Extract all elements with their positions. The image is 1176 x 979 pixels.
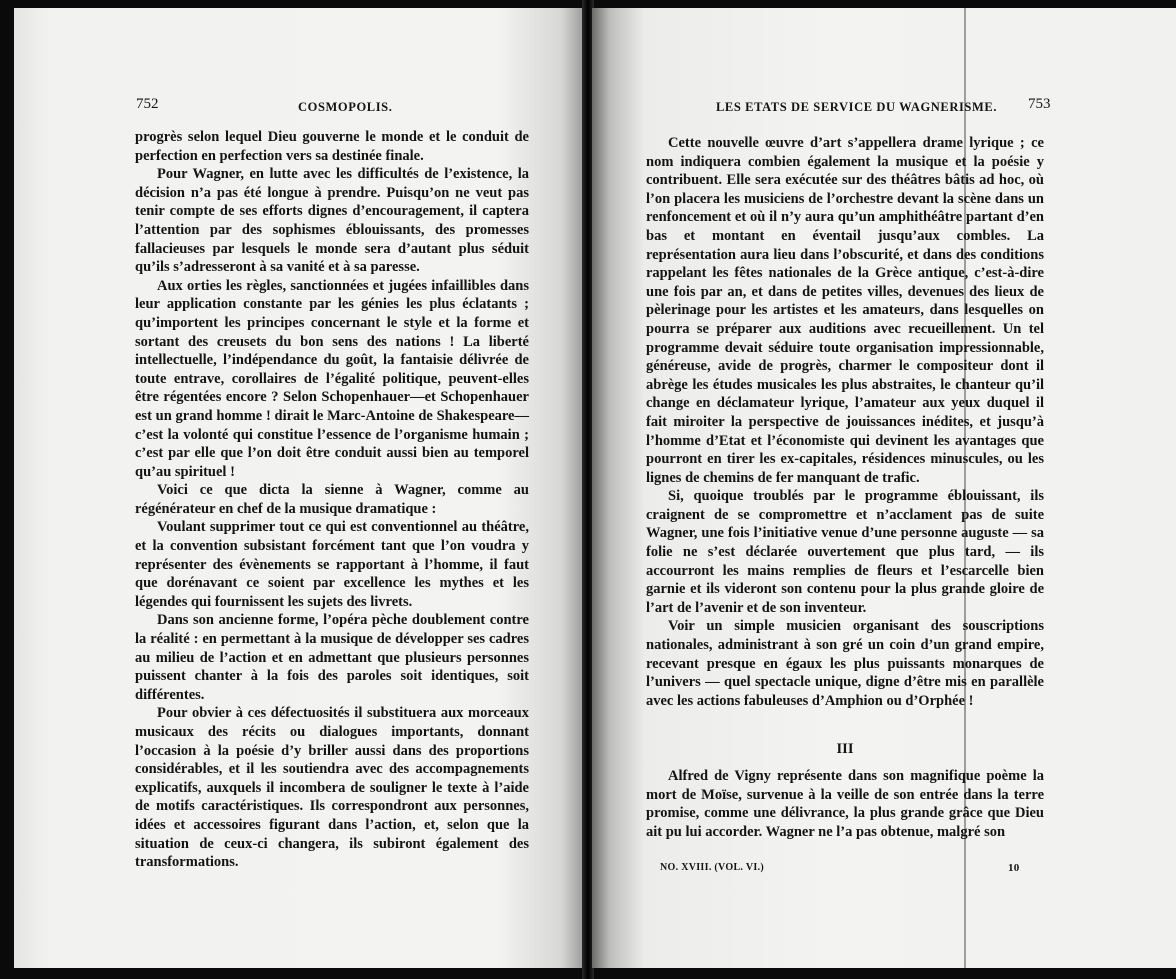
section-heading: III — [836, 741, 854, 758]
left-body-text — [135, 128, 529, 872]
right-body-text — [646, 134, 1044, 841]
paragraph: Pour obvier à ces défectuosités il substituera aux morceaux musicaux des récits ou dialogues importants, donnant l’occasion à la poésie d’y briller aussi dans des proportions considérables, et il les soutiendra avec des accompagnements explicatifs, auxquels il incombera de souligner le texte à l’aide de motifs caractéristiques. Ils correspondront aux personnes, idées et accessoires figurant dans l’action, et, selon que la situation de ceux-ci changera, ils subiront également des transformations. — [135, 705, 529, 871]
paragraph: Cette nouvelle œuvre d’art s’appellera drame lyrique ; ce nom indiquera combien également la musique et la poésie y contribuent. Elle sera exécutée sur des théâtres bâtis ad hoc, où l’on placera les musiciens de l’orchestre devant la scène dans un renfoncement et où il n’y aura qu’un amphithéâtre partant d’en bas et montant en éventail jusqu’aux combles. La représentation aura lieu dans l’obscurité, et dans des conditions rappelant les fêtes nationales de la Grèce antique, c’est-à-dire une fois par an, et dans de petites villes, devenues des lieux de pèlerinage pour les artistes et les amateurs, dans lesquelles on pourra se préparer aux auditions avec recueillement. Un tel programme devait séduire toute organisation impressionnable, généreuse, avide de progrès, charmer le compositeur dont il abrège les études musicales les plus abstraites, le chanteur qu’il change en déclamateur lyrique, l’amateur aux yeux duquel il fait miroiter la perspective de jouissances inédites, et jusqu’à l’homme d’Etat et l’économiste qui devinent les avantages que pourront en tirer les ex-capitales, résidences minuscules, ou les lignes de chemins de fer manquant de trafic. — [646, 135, 1044, 486]
right-page — [592, 8, 1176, 968]
paragraph: Aux orties les règles, sanctionnées et jugées infaillibles dans leur application constante par les génies les plus éclatants ; qu’importent les principes concernant le style et la forme et sortant des creusets du bon sens des nations ! La liberté intellectuelle, l’indépendance du goût, la fantaisie délivrée de toute entrave, corollaires de l’égalité politique, peuvent-elles être régentées encore ? Selon Schopenhauer—et Schopenhauer est un grand homme ! dirait le Marc-Antoine de Shakespeare—c’est la volonté qui constitue l’essence de l’organisme humain ; c’est par elle que l’on doit être conduit aussi bien au temporel qu’au spirituel ! — [135, 277, 529, 480]
paragraph: Alfred de Vigny représente dans son magnifique poème la mort de Moïse, survenue à la veille de son entrée dans la terre promise, comme une délivrance, la plus grande grâce que Dieu ait pu lui accorder. Wagner ne l’a pas obtenue, malgré son — [646, 768, 1044, 840]
running-head-right: LES ETATS DE SERVICE DU WAGNERISME. — [716, 100, 998, 114]
running-head-left: COSMOPOLIS. — [298, 100, 393, 114]
page-number-left: 752 — [136, 96, 159, 112]
paragraph: Voici ce que dicta la sienne à Wagner, comme au régénérateur en chef de la musique dramatique : — [135, 482, 529, 517]
signature-mark: NO. XVIII. (VOL. VI.) — [660, 862, 764, 873]
signature-number: 10 — [1008, 862, 1020, 874]
paragraph: Dans son ancienne forme, l’opéra pèche doublement contre la réalité : en permettant à la musique de développer ses cadres au milieu de l’action et en admettant que plusieurs personnes puissent chanter à la fois des paroles soit identiques, soit différentes. — [135, 612, 529, 703]
paragraph: Voir un simple musicien organisant des souscriptions nationales, administrant à son gré un coin d’un grand empire, recevant presque en égaux les plus puissants monarques de l’univers — quel spectacle unique, digne d’être mis en parallèle avec les actions fabuleuses d’Amphion ou d’Orphée ! — [646, 618, 1044, 709]
paragraph: Voulant supprimer tout ce qui est conventionnel au théâtre, et la convention subsistant forcément tant que l’on voudra y représenter des évènements se rapportant à l’homme, il faut que dorénavant ce soient par excellence les mythes et les légendes qui fournissent les sujets des livrets. — [135, 519, 529, 610]
paragraph: Pour Wagner, en lutte avec les difficultés de l’existence, la décision n’a pas été longue à prendre. Puisqu’on ne veut pas tenir compte de ses efforts dignes d’encouragement, il captera l’attention par des sophismes éblouissants, des promesses fallacieuses par lesquels le monde sera d’autant plus séduit qu’ils s’adresseront à sa vanité et à sa paresse. — [135, 166, 529, 276]
page-number-right: 753 — [1028, 96, 1051, 112]
left-page — [14, 8, 584, 968]
paragraph: progrès selon lequel Dieu gouverne le monde et le conduit de perfection en perfection vers sa destinée finale. — [135, 129, 529, 164]
paragraph: Si, quoique troublés par le programme éblouissant, ils craignent de se compromettre et n’acclament pas de suite Wagner, une fois l’initiative venue d’une personne auguste — sa folie ne s’est déclarée ouvertement que plus tard, — ils accourront les mains remplies de fleurs et l’escarcelle bien garnie et ils videront son contenu pour la plus grande gloire de l’art de l’avenir et de son inventeur. — [646, 488, 1044, 616]
